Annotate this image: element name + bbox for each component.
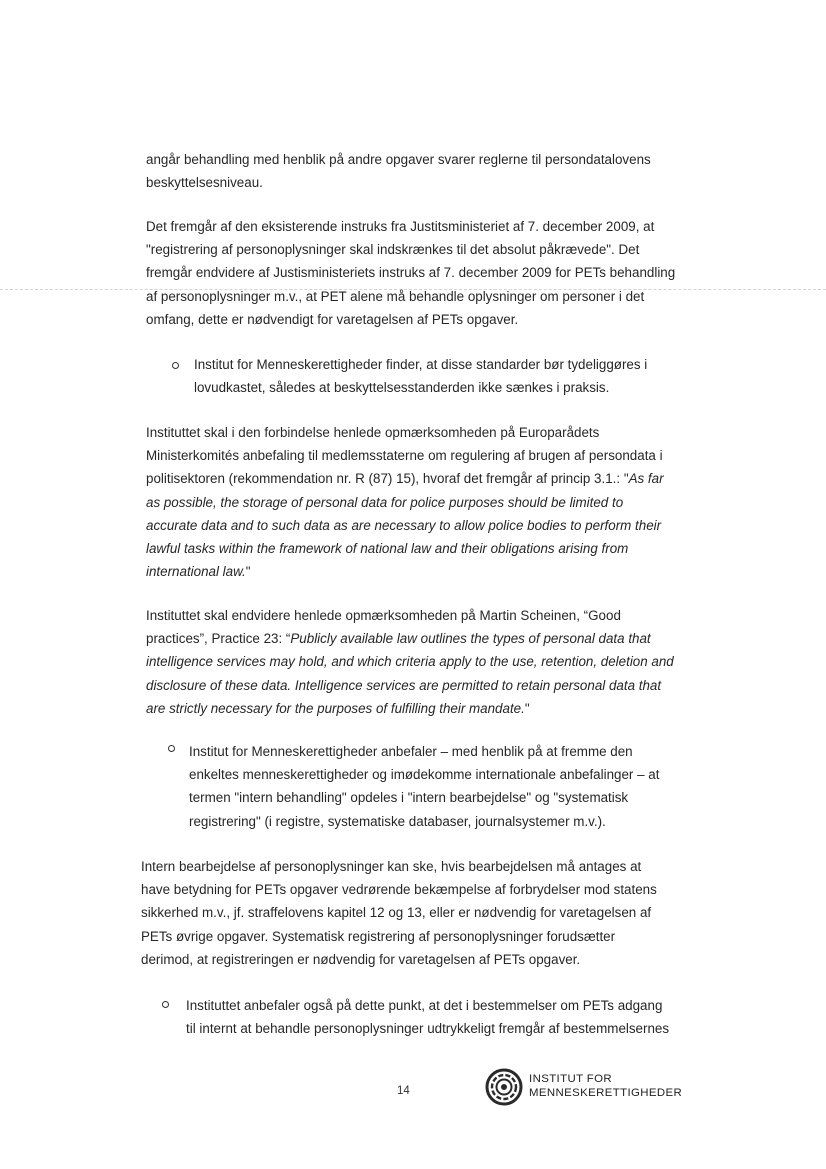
organization-name: INSTITUT FOR MENNESKERETTIGHEDER (529, 1073, 683, 1099)
institute-logo-icon (485, 1068, 523, 1106)
bullet-dot-2 (168, 745, 175, 752)
paragraph-intro: angår behandling med henblik på andre opgaver svarer reglerne til persondatalovens beskyttelsesniveau. (146, 152, 651, 191)
bullet-recommendation-2: Institut for Menneskerettigheder anbefaler – med henblik på at fremme den enkeltes menneskerettigheder og imødekomme internationale anbefalinger – at termen "intern behandling" opdeles i "intern bearbejdelse" og "systematisk registrering" (i registre, systematiske databaser, journalsystemer m.v.). (189, 744, 660, 829)
paragraph-scheinen: Instituttet skal endvidere henlede opmærksomheden på Martin Scheinen, “Good practices”, Practice 23: “Publicly available law outlines the types of personal data that intelligence services may hold, and which criteria apply to the use, retention, deletion and disclosure of these data. Intelligence services are permitted to retain personal data that are strictly necessary for the purposes of fulfilling their mandate." (146, 608, 674, 716)
page-number: 14 (397, 1085, 410, 1097)
bullet-dot-1 (172, 362, 179, 369)
bullet-recommendation-3: Instituttet anbefaler også på dette punkt, at det i bestemmelser om PETs adgang til internt at behandle personoplysninger udtrykkeligt fremgår af bestemmelsernes (186, 998, 670, 1037)
paragraph-instruks: Det fremgår af den eksisterende instruks fra Justitsministeriet af 7. december 2009, at "registrering af personoplysninger skal indskrænkes til det absolut påkrævede". Det fremgår endvidere af Justisministeriets instruks af 7. december 2009 for PETs behandling af personoplysninger m.v., at PET alene må behandle oplysninger om personer i det omfang, dette er nødvendigt for varetagelsen af PETs opgaver. (146, 219, 676, 327)
bullet-recommendation-1: Institut for Menneskerettigheder finder, at disse standarder bør tydeliggøres i lovudkastet, således at beskyttelsesstanderden ikke sænkes i praksis. (194, 357, 648, 396)
paragraph-council-of-europe: Instituttet skal i den forbindelse henlede opmærksomheden på Europarådets Ministerkomités anbefaling til medlemsstaterne om regulering af brugen af persondata i politisektoren (rekommendation nr. R (87) 15), hvoraf det fremgår af princip 3.1.: "As far as possible, the storage of personal data for police purposes should be limited to accurate data and to such data as are necessary to allow police bodies to perform their lawful tasks within the framework of national law and their obligations arising from international law." (146, 425, 664, 580)
bullet-dot-3 (162, 1001, 169, 1008)
paragraph-intern-bearbejdelse: Intern bearbejdelse af personoplysninger kan ske, hvis bearbejdelsen må antages at have betydning for PETs opgaver vedrørende bekæmpelse af forbrydelser mod statens sikkerhed m.v., jf. straffelovens kapitel 12 og 13, eller er nødvendig for varetagelsen af PETs øvrige opgaver. Systematisk registrering af personoplysninger forudsætter derimod, at registreringen er nødvendig for varetagelsen af PETs opgaver. (141, 859, 657, 967)
